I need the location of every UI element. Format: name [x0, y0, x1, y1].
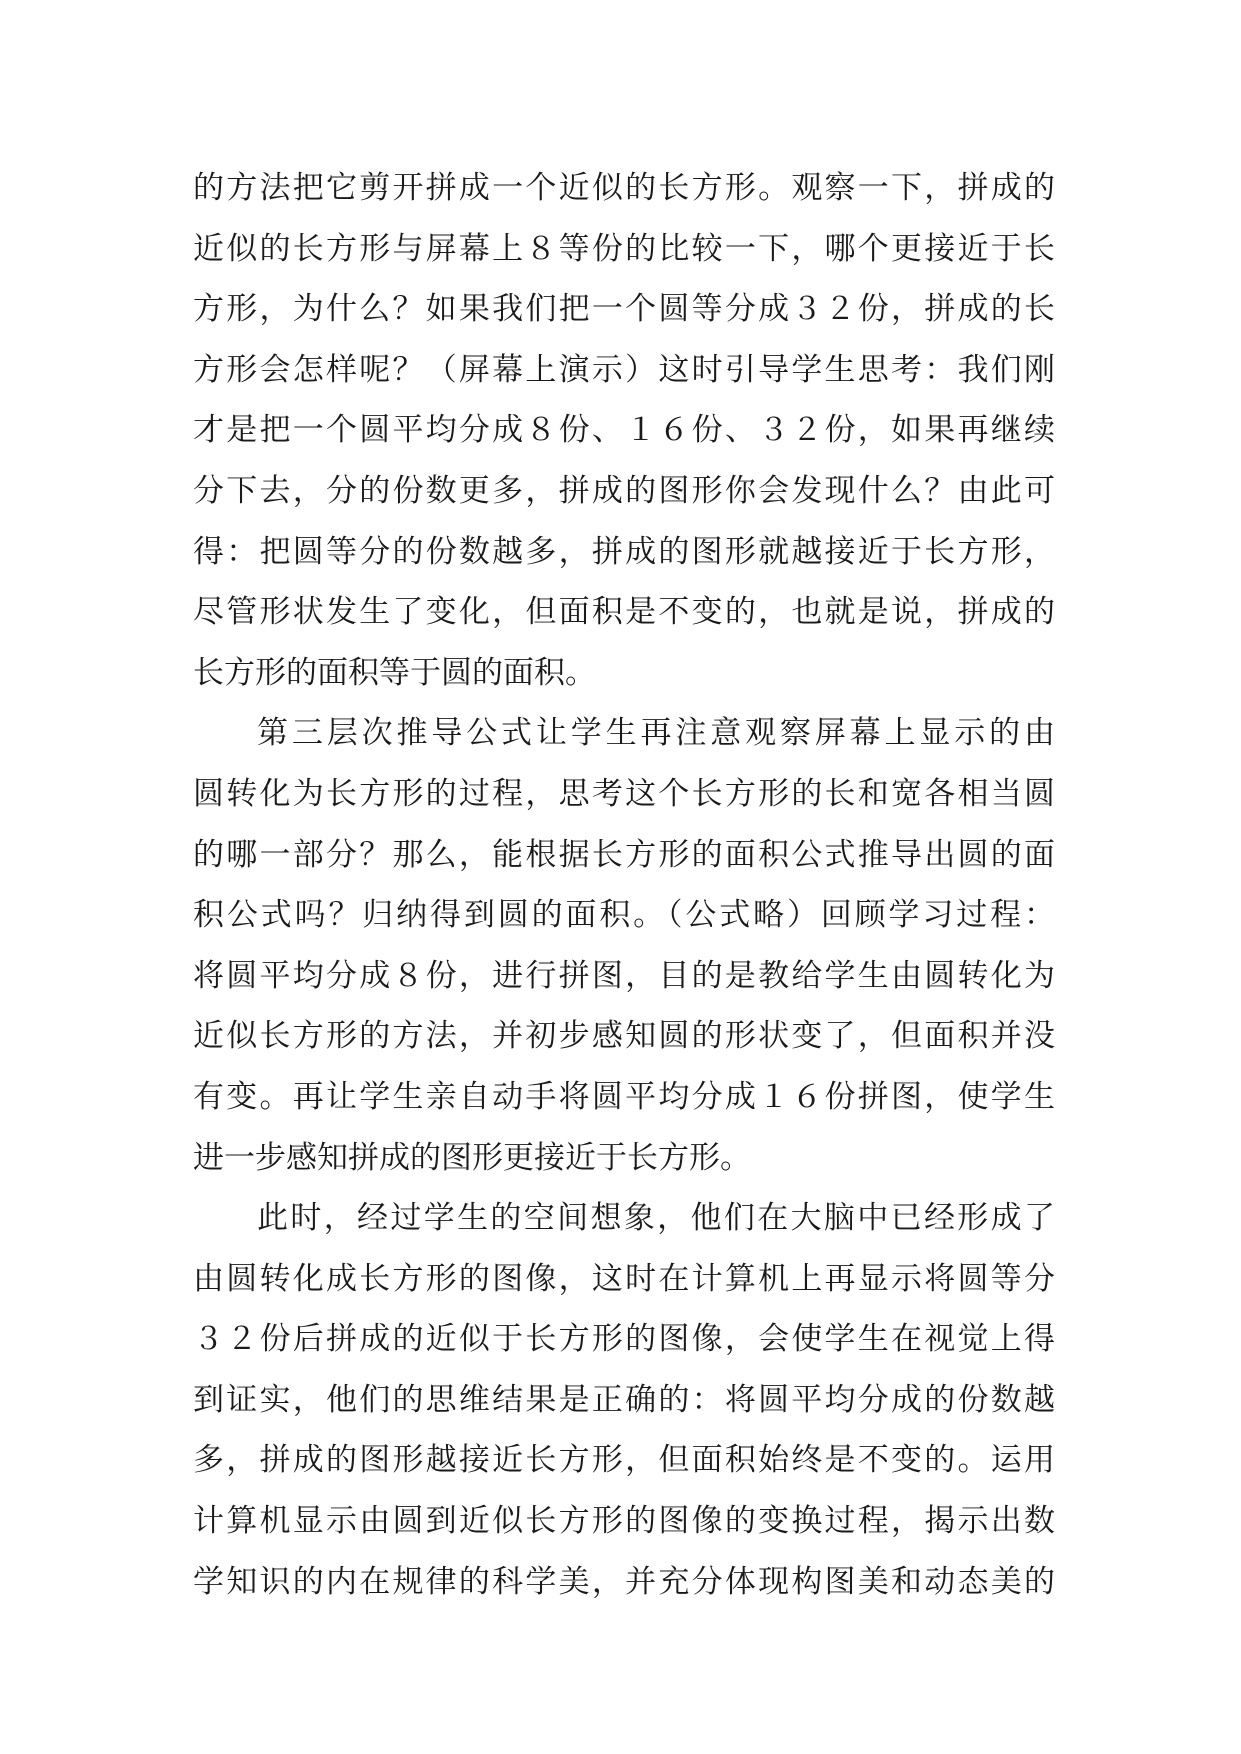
text-line: 将圆平均分成８份，进行拼图，目的是教给学生由圆转化为: [193, 957, 1055, 994]
text-line: 由圆转化成长方形的图像，这时在计算机上再显示将圆等分: [193, 1260, 1055, 1297]
text-line: 才是把一个圆平均分成８份、１６份、３２份，如果再继续: [193, 412, 1055, 449]
document-body: [193, 158, 1055, 1612]
text-line: 圆转化为长方形的过程，思考这个长方形的长和宽各相当圆: [193, 775, 1055, 812]
text-line: ３２份后拼成的近似于长方形的图像，会使学生在视觉上得: [193, 1321, 1055, 1358]
text-line: 长方形的面积等于圆的面积。: [193, 654, 596, 691]
text-line: 有变。再让学生亲自动手将圆平均分成１６份拼图，使学生: [193, 1078, 1055, 1115]
text-line: 到证实，他们的思维结果是正确的：将圆平均分成的份数越: [193, 1381, 1055, 1418]
text-line: 的方法把它剪开拼成一个近似的长方形。观察一下，拼成的: [193, 170, 1055, 206]
text-line: 的哪一部分？那么，能根据长方形的面积公式推导出圆的面: [193, 836, 1055, 873]
text-line: 方形，为什么？如果我们把一个圆等分成３２份，拼成的长: [193, 291, 1055, 328]
text-line: 学知识的内在规律的科学美，并充分体现构图美和动态美的: [193, 1563, 1055, 1600]
paragraph-first-line: 此时，经过学生的空间想象，他们在大脑中已经形成了: [257, 1200, 1055, 1237]
text-line: 积公式吗？归纳得到圆的面积。（公式略）回顾学习过程：: [193, 897, 1055, 934]
text-line: 近似长方形的方法，并初步感知圆的形状变了，但面积并没: [193, 1018, 1055, 1055]
text-line: 计算机显示由圆到近似长方形的图像的变换过程，揭示出数: [193, 1503, 1055, 1540]
text-line: 方形会怎样呢？（屏幕上演示）这时引导学生思考：我们刚: [193, 351, 1055, 388]
text-line: 近似的长方形与屏幕上８等份的比较一下，哪个更接近于长: [193, 230, 1055, 267]
text-line: 得：把圆等分的份数越多，拼成的图形就越接近于长方形，: [193, 533, 1055, 570]
text-line: 分下去，分的份数更多，拼成的图形你会发现什么？由此可: [193, 472, 1055, 509]
text-line: 多，拼成的图形越接近长方形，但面积始终是不变的。运用: [193, 1442, 1055, 1479]
text-line: 进一步感知拼成的图形更接近于长方形。: [193, 1139, 751, 1176]
text-line: 尽管形状发生了变化，但面积是不变的，也就是说，拼成的: [193, 594, 1055, 631]
paragraph-first-line: 第三层次推导公式让学生再注意观察屏幕上显示的由: [257, 715, 1055, 752]
